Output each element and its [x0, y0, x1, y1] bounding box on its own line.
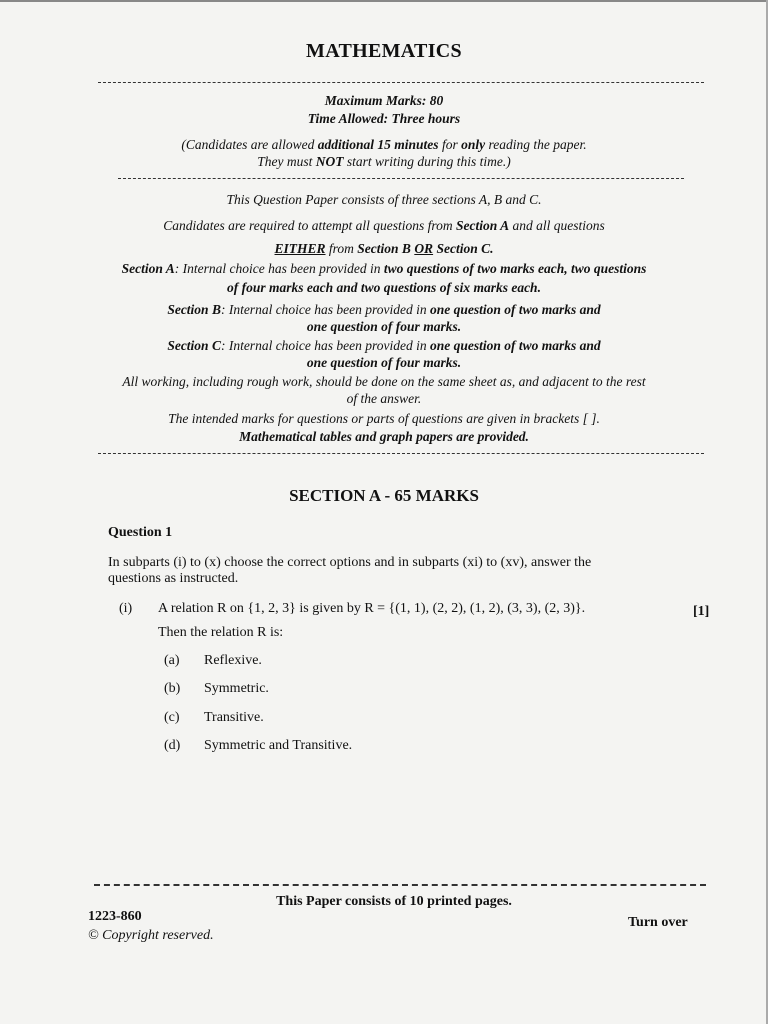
option-text: Transitive. [204, 710, 264, 725]
section-b-instruction-line1 [0, 301, 768, 318]
section-c-bold1: one question of two marks and [430, 338, 601, 353]
section-b-bold1: one question of two marks and [430, 302, 601, 317]
reading-note-line2-post: start writing during this time.) [343, 154, 511, 169]
reading-note-pre: (Candidates are allowed [181, 137, 318, 152]
marks-line: The intended marks for questions or parts of questions are given in brackets [ ]. [168, 411, 600, 426]
section-a-pre: : Internal choice has been provided in [174, 261, 384, 276]
reading-note-line2-pre: They must [257, 154, 316, 169]
option-label: (c) [164, 710, 180, 725]
reading-note-not: NOT [315, 154, 344, 169]
section-a-instruction-line2: of four marks each and two questions of six marks each. [227, 280, 541, 295]
section-c-instruction-line2: one question of four marks. [306, 355, 462, 370]
pages-note: This Paper consists of 10 printed pages. [276, 894, 512, 909]
reading-note-line1 [0, 136, 768, 153]
or-word: OR [414, 241, 434, 256]
option-label: (d) [164, 738, 181, 753]
section-c-label: Section C [167, 338, 221, 353]
either-section-c: Section C. [433, 241, 494, 256]
either-word: EITHER [274, 241, 326, 256]
subpart-number: (i) [119, 601, 133, 616]
divider-top [98, 82, 704, 83]
page-top-edge [0, 0, 768, 2]
question-intro-line2: questions as instructed. [108, 571, 239, 586]
subpart-then-line: Then the relation R is: [158, 625, 284, 640]
option-label: (b) [164, 681, 181, 696]
subpart-question-text: A relation R on {1, 2, 3} is given by R = {(1, 1), (2, 2), (1, 2), (3, 3), (2, 3)}. [158, 601, 586, 616]
attempt-line-post: and all questions [509, 218, 605, 233]
section-a-title: SECTION A - 65 MARKS [289, 486, 479, 505]
working-line1: All working, including rough work, should be done on the same sheet as, and adjacent to the rest [122, 374, 646, 389]
turn-over: Turn over [628, 915, 688, 930]
section-a-label: Section A [121, 261, 175, 276]
section-b-instruction-line2: one question of four marks. [306, 319, 462, 334]
option-text: Reflexive. [204, 653, 262, 668]
reading-note-bold: additional 15 minutes [317, 137, 439, 152]
max-marks: Maximum Marks: 80 [324, 93, 444, 108]
attempt-line-section-a: Section A [455, 218, 510, 233]
either-mid: from [325, 241, 358, 256]
attempt-line [0, 217, 768, 234]
section-b-label: Section B [167, 302, 221, 317]
section-c-instruction-line1 [0, 337, 768, 354]
time-allowed: Time Allowed: Three hours [307, 111, 461, 126]
section-b-pre: : Internal choice has been provided in [220, 302, 431, 317]
either-section-b: Section B [357, 241, 415, 256]
reading-note-line2 [0, 153, 768, 170]
option-text: Symmetric and Transitive. [204, 738, 353, 753]
section-a-bold1: two questions of two marks each, two questions [383, 261, 647, 276]
copyright-note: © Copyright reserved. [88, 928, 214, 943]
either-line [0, 240, 768, 257]
paper-code: 1223-860 [88, 909, 142, 924]
question-intro-line1: In subparts (i) to (x) choose the correct options and in subparts (xi) to (xv), answer the [108, 555, 592, 570]
section-c-pre: : Internal choice has been provided in [220, 338, 431, 353]
divider-mid [118, 178, 684, 179]
section-a-instruction-line1 [0, 260, 768, 277]
sections-line: This Question Paper consists of three sections A, B and C. [226, 192, 542, 207]
working-line2: of the answer. [346, 391, 422, 406]
attempt-line-pre: Candidates are required to attempt all questions from [163, 218, 456, 233]
tables-line: Mathematical tables and graph papers are provided. [239, 429, 529, 444]
subpart-marks: [1] [693, 604, 710, 619]
option-label: (a) [164, 653, 180, 668]
question-label: Question 1 [108, 525, 173, 540]
option-text: Symmetric. [204, 681, 269, 696]
reading-note-post: reading the paper. [485, 137, 587, 152]
paper-title: MATHEMATICS [306, 40, 462, 62]
divider-bottom-instructions [98, 453, 704, 454]
divider-footer [94, 884, 706, 886]
reading-note-only: only [461, 137, 486, 152]
reading-note-mid: for [438, 137, 462, 152]
